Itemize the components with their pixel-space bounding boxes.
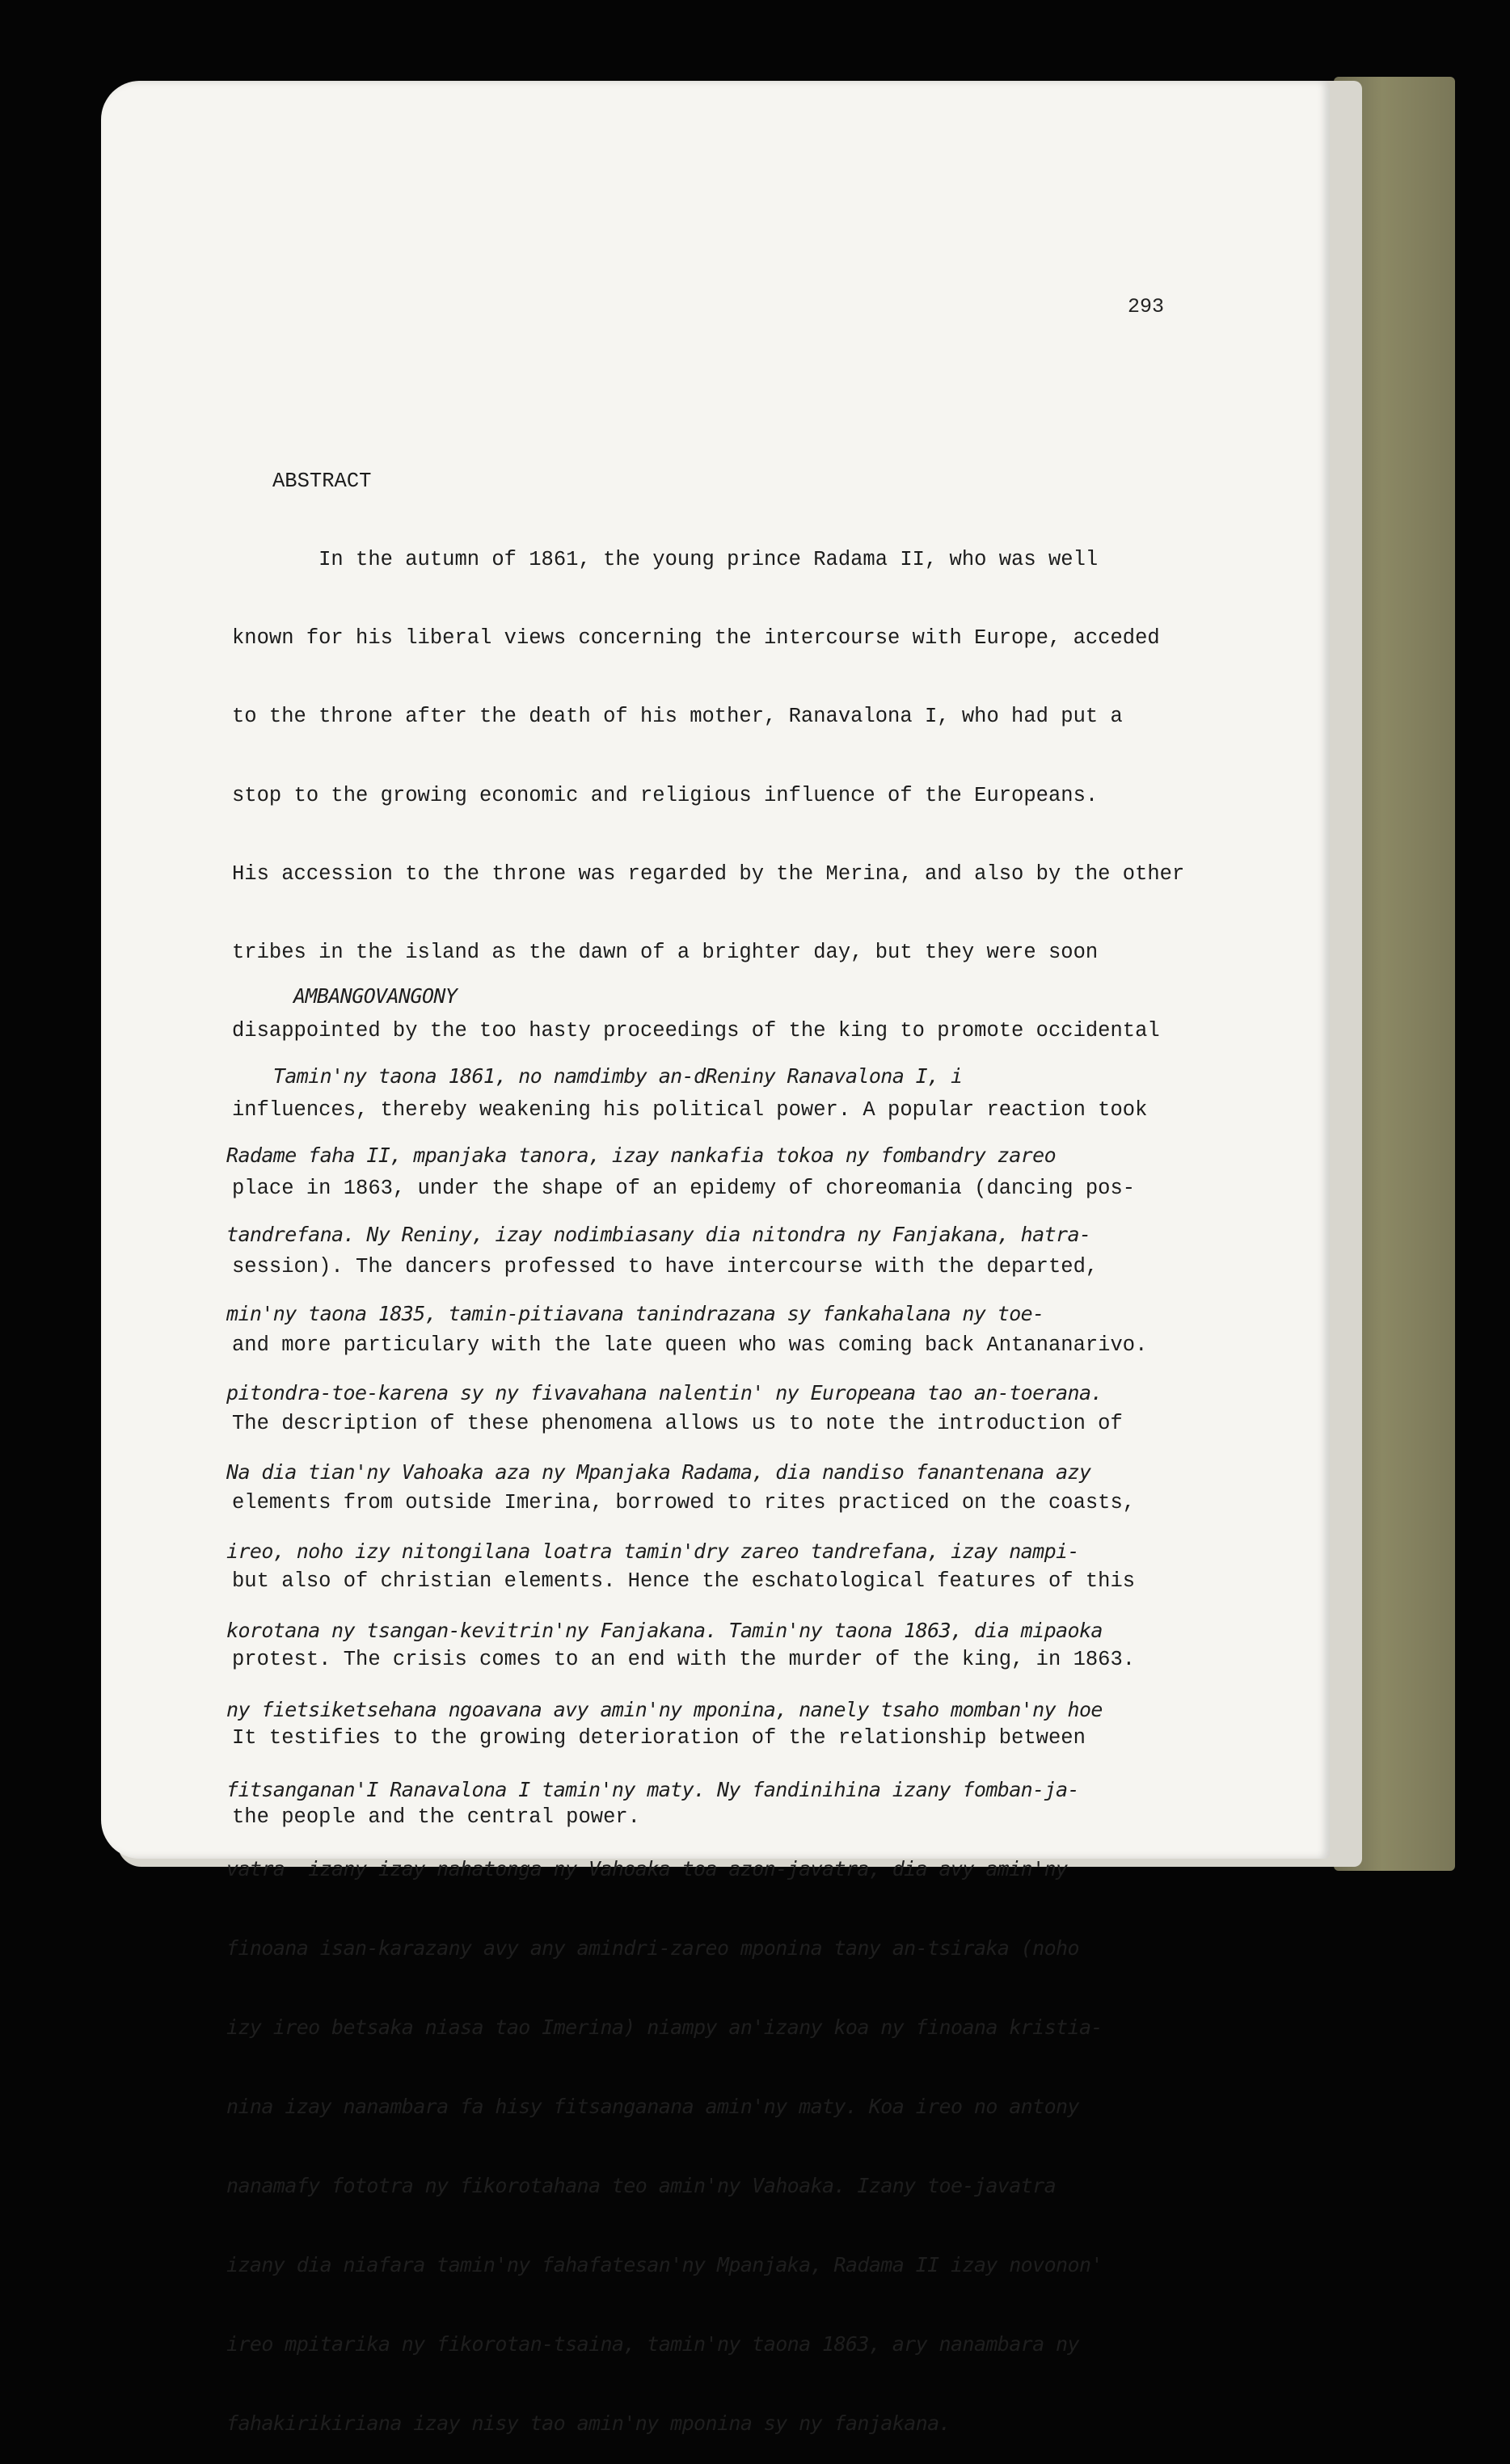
malagasy-line: ny fietsiketsehana ngoavana avy amin'ny mponina, nanely tsaho momban'ny hoe [226,1698,1103,1722]
malagasy-heading: AMBANGOVANGONY [293,984,458,1009]
malagasy-line: izy ireo betsaka niasa tao Imerina) niampy an'izany koa ny finoana kristia- [226,2015,1103,2039]
abstract-line: It testifies to the growing deterioration of the relationship between [232,1726,1086,1750]
malagasy-line: fitsanganan'I Ranavalona I tamin'ny maty. Ny fandinihina izany fomban-ja- [226,1777,1079,1801]
malagasy-line: korotana ny tsangan-kevitrin'ny Fanjakana. Tamin'ny taona 1863, dia mipaoka [226,1619,1103,1643]
abstract-line: known for his liberal views concerning the intercourse with Europe, acceded [232,626,1160,651]
malagasy-line: ireo mpitarika ny fikorotan-tsaina, tamin'ny taona 1863, ary nanambara ny [226,2332,1079,2357]
abstract-line: the people and the central power. [232,1805,640,1829]
malagasy-line: nina izay nanambara fa hisy fitsanganana amin'ny maty. Koa ireo no antony [226,2094,1079,2118]
malagasy-line: vatra izany izay nahatonga ny Vahoaka toa azon-javatra, dia avy amin'ny [226,1856,1068,1881]
abstract-line: disappointed by the too hasty proceedings of the king to promote occidental [232,1019,1160,1043]
malagasy-line: izany dia niafara tamin'ny fahafatesan'ny Mpanjaka, Radama II izay novonon' [226,2253,1103,2277]
malagasy-line: tandrefana. Ny Reniny, izay nodimbiasany dia nitondra ny Fanjakana, hatra- [226,1222,1091,1246]
abstract-line: His accession to the throne was regarded by the Merina, and also by the other [232,861,1185,886]
abstract-line: protest. The crisis comes to an end with the murder of the king, in 1863. [232,1648,1136,1672]
abstract-line: The description of these phenomena allows us to note the introduction of [232,1412,1123,1436]
abstract-line: tribes in the island as the dawn of a brighter day, but they were soon [232,941,1099,965]
malagasy-line: Radame faha II, mpanjaka tanora, izay nankafia tokoa ny fombandry zareo [226,1143,1057,1167]
abstract-line: place in 1863, under the shape of an epidemy of choreomania (dancing pos- [232,1176,1136,1200]
page-number: 293 [1128,295,1165,318]
abstract-line: but also of christian elements. Hence the eschatological features of this [232,1569,1136,1593]
abstract-line: stop to the growing economic and religious influence of the Europeans. [232,783,1099,807]
malagasy-line: ireo, noho izy nitongilana loatra tamin'dry zareo tandrefana, izay nampi- [226,1539,1079,1564]
malagasy-line: pitondra-toe-karena sy ny fivavahana nalentin' ny Europeana tao an-toerana. [226,1380,1103,1405]
abstract-line: elements from outside Imerina, borrowed to rites practiced on the coasts, [232,1490,1136,1514]
malagasy-line: nanamafy fototra ny fikorotahana teo amin'ny Vahoaka. Izany toe-javatra [226,2174,1057,2198]
malagasy-line: Na dia tian'ny Vahoaka aza ny Mpanjaka Radama, dia nandiso fanantenana azy [226,1460,1091,1485]
malagasy-line: Tamin'ny taona 1861, no namdimby an-dReniny Ranavalona I, i [226,1064,963,1088]
malagasy-section [226,931,1253,2464]
malagasy-line: min'ny taona 1835, tamin-pitiavana tanindrazana sy fankahalana ny toe- [226,1301,1044,1325]
abstract-line: session). The dancers professed to have intercourse with the departed, [232,1255,1099,1278]
abstract-line: In the autumn of 1861, the young prince Radama II, who was well [232,548,1099,572]
malagasy-line: fahakirikiriana izay nisy tao amin'ny mponina sy ny fanjakana. [226,2411,951,2436]
abstract-line: to the throne after the death of his mother, Ranavalona I, who had put a [232,705,1123,729]
malagasy-line: finoana isan-karazany avy any amindri-zareo mponina tany an-tsiraka (noho [226,1935,1079,1960]
abstract-heading: ABSTRACT [272,469,372,493]
abstract-line: and more particulary with the late queen who was coming back Antananarivo. [232,1333,1148,1358]
abstract-line: influences, thereby weakening his political power. A popular reaction took [232,1097,1148,1122]
